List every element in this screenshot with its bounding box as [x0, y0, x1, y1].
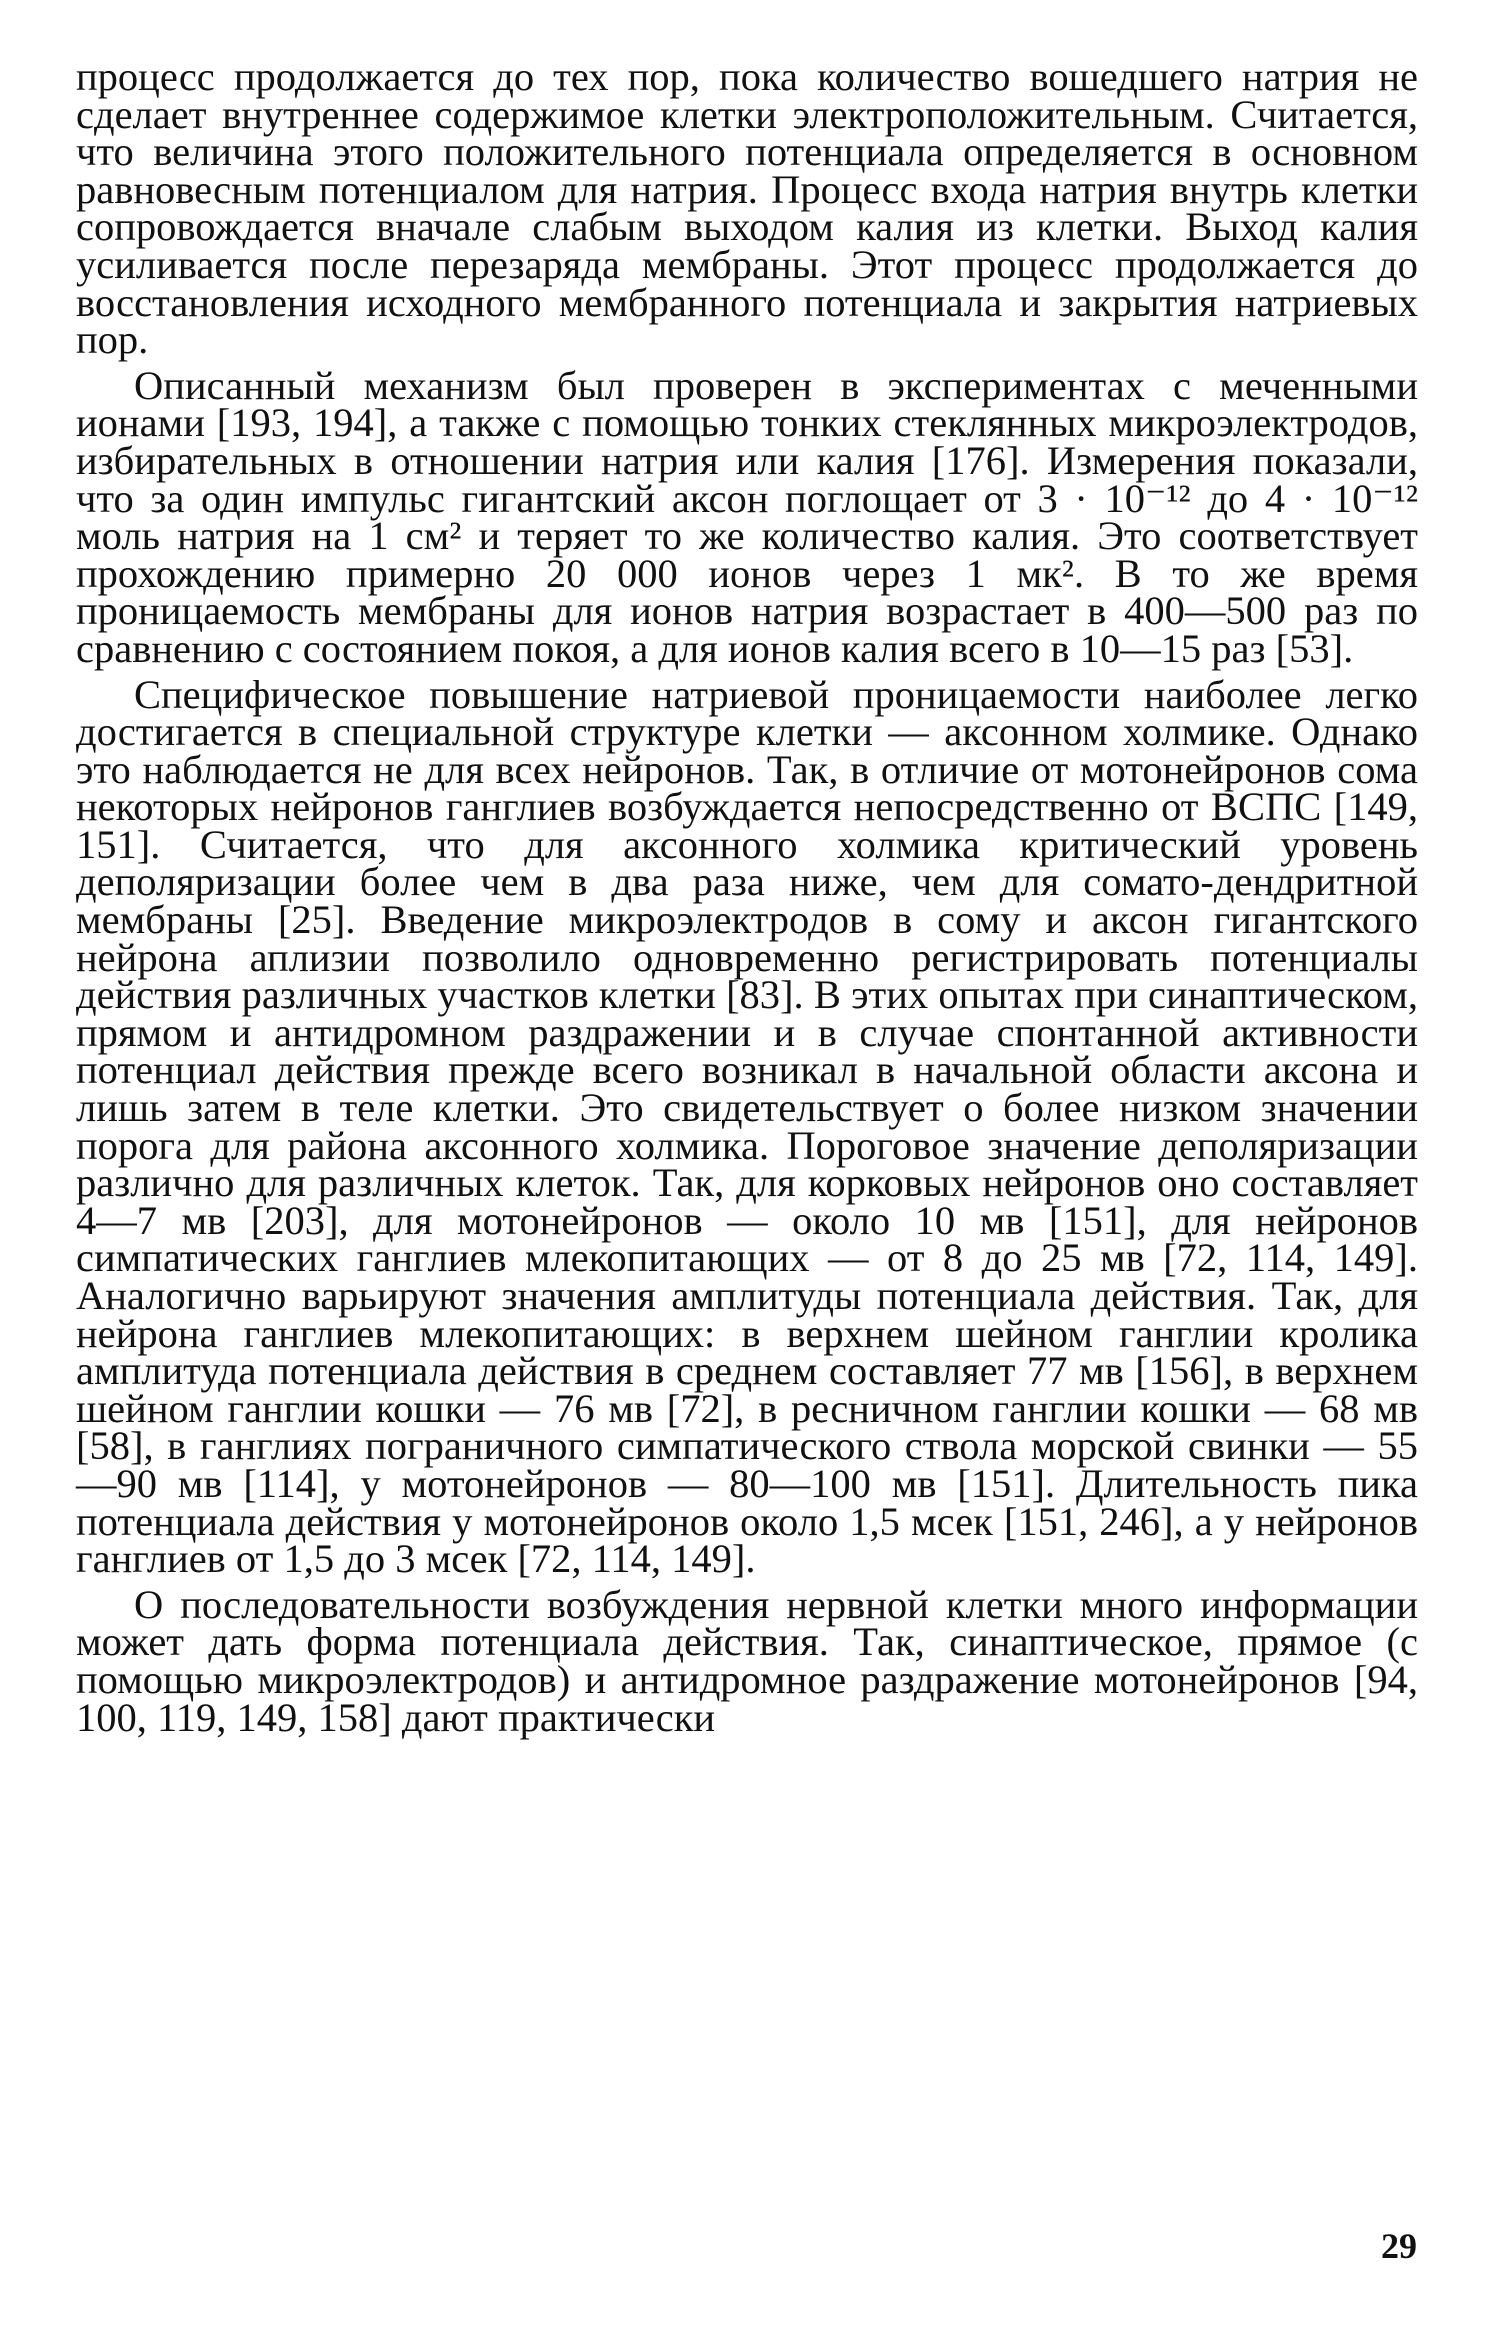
paragraph-sequence: О последовательности возбуждения нервной клетки много информации может дать форма потенциала действия. Так, синаптическое, прямое (с помощью микроэлектродов) и антидромное раздражение мотонейронов [94, 100, 119, 149, 158] дают практически	[76, 1581, 1418, 1740]
paragraph-axon-hillock: Специфическое повышение натриевой проницаемости наиболее легко достигается в специальной структуре клетки — аксонном холмике. Однако это наблюдается не для всех нейронов. Так, в отличие от мотонейронов сома некоторых нейронов ганглиев возбуждается непосредственно от ВСПС [149, 151]. Считается, что для аксонного холмика критический уровень деполяризации более чем в два раза ниже, чем для сомато-дендритной мембраны [25]. Введение микроэлектродов в сому и аксон гигантского нейрона аплизии позволило одновременно регистрировать потенциалы действия различных участков клетки [83]. В этих опытах при синаптическом, прямом и антидромном раздражении и в случае спонтанной активности потенциал действия прежде всего возникал в начальной области аксона и лишь затем в теле клетки. Это свидетельствует о более низком значении порога для района аксонного холмика. Пороговое значение деполяризации различно для различных клеток. Так, для корковых нейронов оно составляет 4—7 мв [203], для мотонейронов — около 10 мв [151], для нейронов симпатических ганглиев млекопитающих — от 8 до 25 мв [72, 114, 149]. Аналогично варьируют значения амплитуды потенциала действия. Так, для нейрона ганглиев млекопитающих: в верхнем шейном ганглии кролика амплитуда потенциала действия в среднем составляет 77 мв [156], в верхнем шейном ганглии кошки — 76 мв [72], в ресничном ганглии кошки — 68 мв [58], в ганглиях пограничного симпатического ствола морской свинки — 55—90 мв [114], у мотонейронов — 80—100 мв [151]. Длительность пика потенциала действия у мотонейронов около 1,5 мсек [151, 246], а у нейронов ганглиев от 1,5 до 3 мсек [72, 114, 149].	[76, 671, 1418, 1582]
page-body	[76, 54, 1418, 1740]
paragraph-mechanism: Описанный механизм был проверен в экспериментах с меченными ионами [193, 194], а также с помощью тонких стеклянных микроэлектродов, избирательных в отношении натрия или калия [176]. Измерения показали, что за один импульс гигантский аксон поглощает от 3 · 10⁻¹² до 4 · 10⁻¹² моль натрия на 1 см² и теряет то же количество калия. Это соответствует прохождению примерно 20 000 ионов через 1 мк². В то же время проницаемость мембраны для ионов натрия возрастает в 400—500 раз по сравнению с состоянием покоя, а для ионов калия всего в 10—15 раз [53].	[76, 362, 1418, 671]
page-number: 29	[1381, 2226, 1417, 2266]
paragraph-continuation: процесс продолжается до тех пор, пока количество вошедшего натрия не сделает внутреннее содержимое клетки электроположительным. Считается, что величина этого положительного потенциала определяется в основном равновесным потенциалом для натрия. Процесс входа натрия внутрь клетки сопровождается вначале слабым выходом калия из клетки. Выход калия усиливается после перезаряда мембраны. Этот процесс продолжается до восстановления исходного мембранного потенциала и закрытия натриевых пор.	[76, 54, 1418, 363]
